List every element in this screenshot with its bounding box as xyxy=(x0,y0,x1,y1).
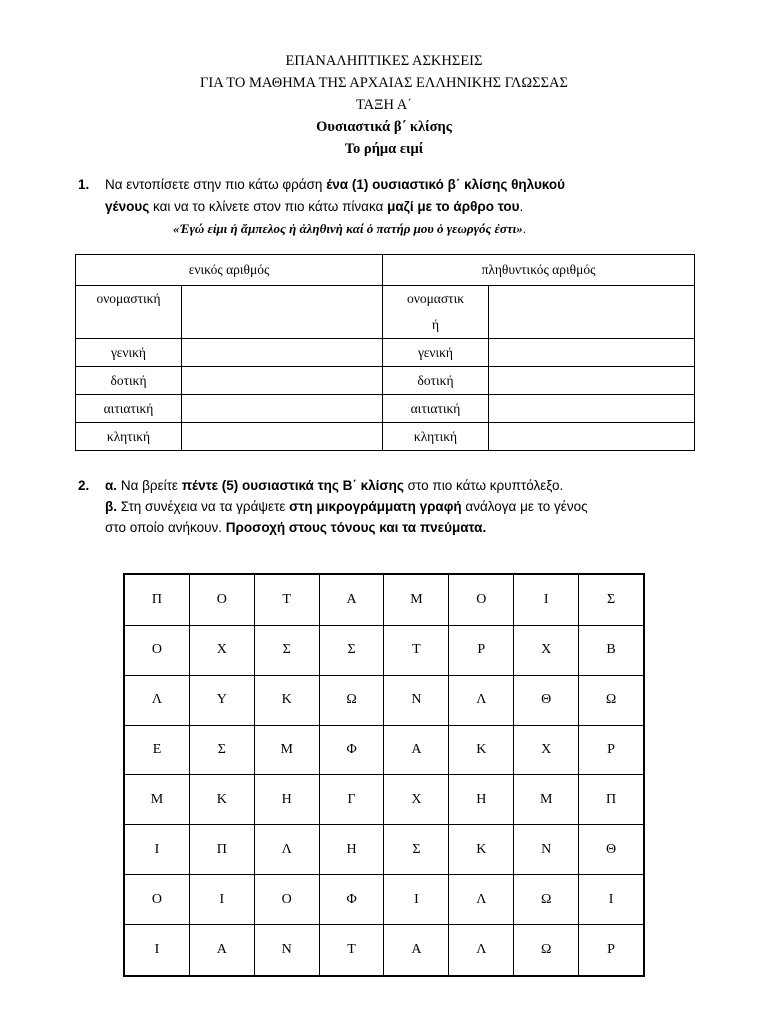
word-search-cell[interactable]: Η xyxy=(254,775,319,825)
answer-cell[interactable] xyxy=(489,395,695,423)
word-search-cell[interactable]: Τ xyxy=(319,925,384,976)
word-search-cell[interactable]: Ν xyxy=(254,925,319,976)
word-search-row xyxy=(124,725,644,775)
word-search-cell[interactable]: Γ xyxy=(319,775,384,825)
word-search-cell[interactable]: Ν xyxy=(384,675,449,725)
word-search-cell[interactable]: Ν xyxy=(514,825,579,875)
exercise-2-part-a: α. Να βρείτε πέντε (5) ουσιαστικά της Β΄ κλίσης στο πιο κάτω κρυπτόλεξο. xyxy=(105,478,564,493)
header-grade: ΤΑΞΗ Α΄ xyxy=(355,97,413,113)
answer-cell[interactable] xyxy=(489,423,695,451)
answer-cell[interactable] xyxy=(182,395,383,423)
exercise-2 xyxy=(78,475,738,538)
table-row xyxy=(76,339,695,367)
word-search-cell[interactable]: Φ xyxy=(319,875,384,925)
word-search-row xyxy=(124,925,644,976)
answer-cell[interactable] xyxy=(489,286,695,339)
word-search-cell[interactable]: Θ xyxy=(514,675,579,725)
word-search-cell[interactable]: Κ xyxy=(254,675,319,725)
table-row xyxy=(76,367,695,395)
plural-header: πληθυντικός αριθμός xyxy=(383,255,695,286)
case-label: δοτική xyxy=(76,367,182,395)
word-search-cell[interactable]: Ω xyxy=(514,925,579,976)
word-search-row xyxy=(124,675,644,725)
word-search-cell[interactable]: Κ xyxy=(449,825,514,875)
word-search-cell[interactable]: Σ xyxy=(254,625,319,675)
word-search-cell[interactable]: Ι xyxy=(124,825,189,875)
case-label: ονομαστική xyxy=(76,286,182,339)
word-search-cell[interactable]: Α xyxy=(189,925,254,976)
answer-cell[interactable] xyxy=(182,286,383,339)
case-label: ονομαστικ ή xyxy=(383,286,489,339)
word-search-cell[interactable]: Ο xyxy=(254,875,319,925)
exercise-2-part-b: β. Στη συνέχεια να τα γράψετε στη μικρογράμματη γραφή ανάλογα με το γένος στο οποίο ανήκουν. Προσοχή στους τόνους και τα πνεύματα. xyxy=(105,499,588,535)
case-label: κλητική xyxy=(76,423,182,451)
word-search-cell[interactable]: Ω xyxy=(319,675,384,725)
case-label: αιτιατική xyxy=(383,395,489,423)
singular-header: ενικός αριθμός xyxy=(76,255,383,286)
header-title: ΕΠΑΝΑΛΗΠΤΙΚΕΣ ΑΣΚΗΣΕΙΣ xyxy=(285,53,483,69)
word-search-cell[interactable]: Χ xyxy=(189,625,254,675)
word-search-cell[interactable]: Τ xyxy=(384,625,449,675)
word-search-cell[interactable]: Ρ xyxy=(579,925,644,976)
word-search-cell[interactable]: Ι xyxy=(579,875,644,925)
word-search-cell[interactable]: Α xyxy=(384,925,449,976)
word-search-cell[interactable]: Λ xyxy=(449,675,514,725)
word-search-row xyxy=(124,775,644,825)
worksheet-header xyxy=(0,50,768,160)
word-search-cell[interactable]: Ο xyxy=(189,574,254,625)
case-label: κλητική xyxy=(383,423,489,451)
case-label: γενική xyxy=(76,339,182,367)
word-search-cell[interactable]: Μ xyxy=(514,775,579,825)
word-search-cell[interactable]: Θ xyxy=(579,825,644,875)
word-search-cell[interactable]: Η xyxy=(319,825,384,875)
declension-table xyxy=(75,254,695,451)
word-search-cell[interactable]: Η xyxy=(449,775,514,825)
word-search-cell[interactable]: Σ xyxy=(384,825,449,875)
answer-cell[interactable] xyxy=(182,423,383,451)
word-search-cell[interactable]: Κ xyxy=(189,775,254,825)
word-search-cell[interactable]: Π xyxy=(579,775,644,825)
word-search-cell[interactable]: Ρ xyxy=(579,725,644,775)
word-search-cell[interactable]: Ο xyxy=(449,574,514,625)
header-topic-verb: Το ρήμα ειμί xyxy=(344,141,424,157)
header-topic-nouns: Ουσιαστικά β΄ κλίσης xyxy=(316,119,452,135)
word-search-cell[interactable]: Τ xyxy=(254,574,319,625)
answer-cell[interactable] xyxy=(489,339,695,367)
word-search-grid xyxy=(123,573,645,977)
word-search-cell[interactable]: Χ xyxy=(384,775,449,825)
word-search-cell[interactable]: Ρ xyxy=(449,625,514,675)
answer-cell[interactable] xyxy=(182,339,383,367)
word-search-cell[interactable]: Ι xyxy=(189,875,254,925)
word-search-cell[interactable]: Χ xyxy=(514,625,579,675)
word-search-cell[interactable]: Ω xyxy=(579,675,644,725)
word-search-cell[interactable]: Ι xyxy=(124,925,189,976)
table-row xyxy=(76,286,695,339)
word-search-cell[interactable]: Β xyxy=(579,625,644,675)
word-search-cell[interactable]: Μ xyxy=(254,725,319,775)
word-search-cell[interactable]: Ο xyxy=(124,625,189,675)
word-search-cell[interactable]: Ι xyxy=(384,875,449,925)
word-search-cell[interactable]: Μ xyxy=(124,775,189,825)
exercise-1-quote: «Ἐγώ εἰμι ἡ ἄμπελος ἡ ἀληθινὴ καί ὁ πατήρ μου ὁ γεωργός ἐστι». xyxy=(173,221,527,236)
word-search-cell[interactable]: Κ xyxy=(449,725,514,775)
case-label: γενική xyxy=(383,339,489,367)
word-search-cell[interactable]: Ι xyxy=(514,574,579,625)
word-search-cell[interactable]: Λ xyxy=(254,825,319,875)
declension-header-row xyxy=(76,255,695,286)
word-search-cell[interactable]: Π xyxy=(189,825,254,875)
table-row xyxy=(76,395,695,423)
word-search-row xyxy=(124,625,644,675)
word-search-row xyxy=(124,825,644,875)
answer-cell[interactable] xyxy=(489,367,695,395)
header-subject: ΓΙΑ ΤΟ ΜΑΘΗΜΑ ΤΗΣ ΑΡΧΑΙΑΣ ΕΛΛΗΝΙΚΗΣ ΓΛΩΣΣΑΣ xyxy=(200,75,568,91)
word-search-cell[interactable]: Λ xyxy=(449,875,514,925)
exercise-number: 2. xyxy=(78,478,90,493)
word-search-cell[interactable]: Σ xyxy=(579,574,644,625)
word-search-cell[interactable]: Ε xyxy=(124,725,189,775)
exercise-number: 1. xyxy=(78,177,90,192)
word-search-cell[interactable]: Χ xyxy=(514,725,579,775)
word-search-row xyxy=(124,574,644,625)
word-search-cell[interactable]: Φ xyxy=(319,725,384,775)
answer-cell[interactable] xyxy=(182,367,383,395)
table-row xyxy=(76,423,695,451)
word-search-cell[interactable]: Σ xyxy=(189,725,254,775)
word-search-cell[interactable]: Π xyxy=(124,574,189,625)
word-search-cell[interactable]: Λ xyxy=(124,675,189,725)
word-search-cell[interactable]: Α xyxy=(384,725,449,775)
case-label: αιτιατική xyxy=(76,395,182,423)
word-search-cell[interactable]: Ω xyxy=(514,875,579,925)
word-search-cell[interactable]: Σ xyxy=(319,625,384,675)
word-search-cell[interactable]: Α xyxy=(319,574,384,625)
exercise-1-instruction: Να εντοπίσετε στην πιο κάτω φράση ένα (1) ουσιαστικό β΄ κλίσης θηλυκού γένους και να το κλίνετε στον πιο κάτω πίνακα μαζί με το άρθρο του. xyxy=(105,177,565,214)
word-search-cell[interactable]: Ο xyxy=(124,875,189,925)
word-search-cell[interactable]: Υ xyxy=(189,675,254,725)
case-label: δοτική xyxy=(383,367,489,395)
word-search-cell[interactable]: Μ xyxy=(384,574,449,625)
exercise-1 xyxy=(78,174,718,240)
word-search-row xyxy=(124,875,644,925)
word-search-cell[interactable]: Λ xyxy=(449,925,514,976)
